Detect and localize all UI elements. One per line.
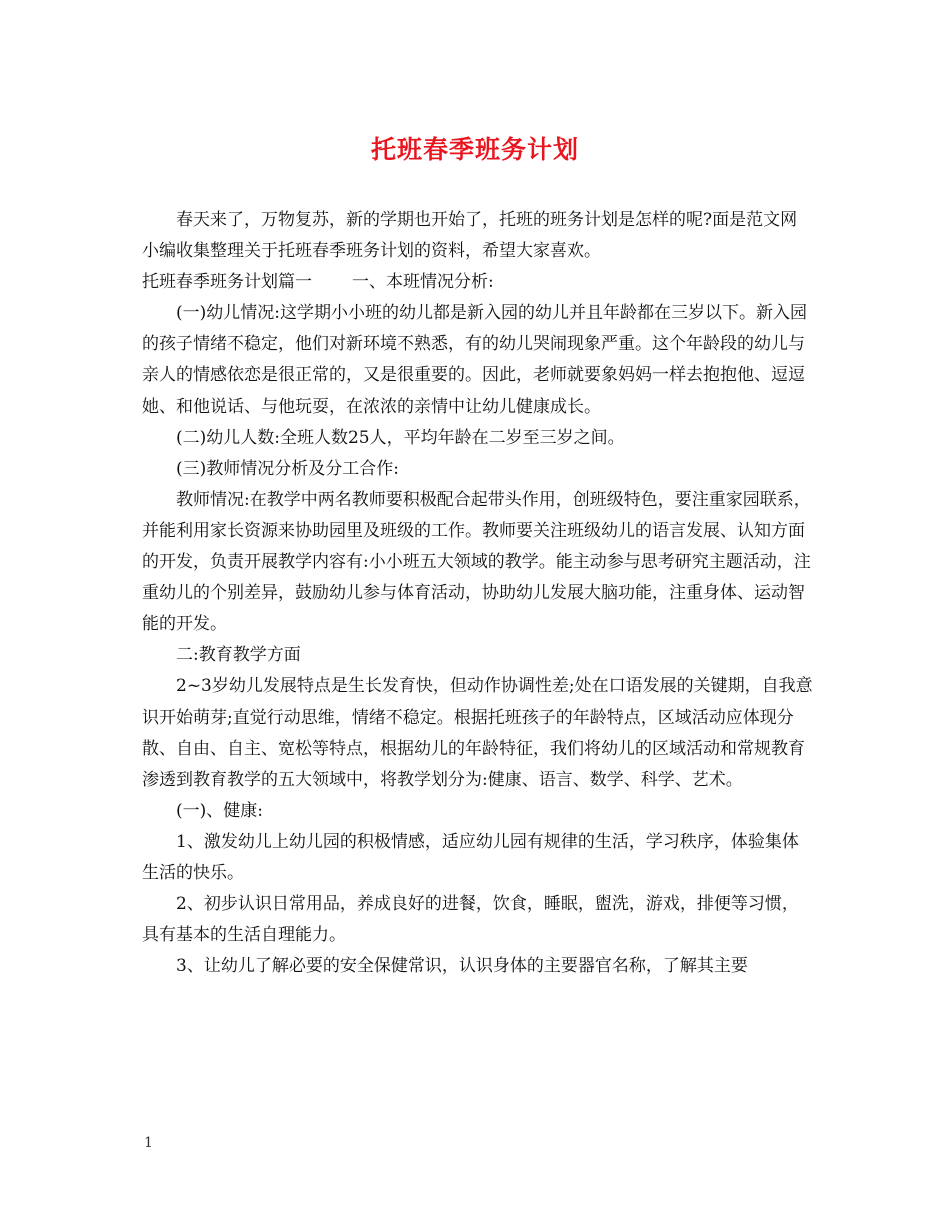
paragraph-health-heading: (一)、健康: — [176, 800, 263, 821]
section-heading-left: 托班春季班务计划篇一 — [142, 272, 312, 293]
paragraph-health-item-3: 3、让幼儿了解必要的安全保健常识，认识身体的主要器官名称，了解其主要 — [176, 956, 748, 977]
paragraph-child-count: (二)幼儿人数:全班人数25人，平均年龄在二岁至三岁之间。 — [176, 427, 625, 448]
section-heading-right: 一、本班情况分析: — [352, 272, 494, 293]
paragraph-teacher-situation: 教师情况:在教学中两名教师要积极配合起带头作用，创班级特色，要注重家园联系，并能利用家长资源来协助园里及班级的工作。教师要关注班级幼儿的语言发展、认知方面的开发，负责开展教学内容有:小小班五大领域的教学。能主动参与思考研究主题活动，注重幼儿的个别差异，鼓励幼儿参与体育活动，协助幼儿发展大脑功能，注重身体、运动智能的开发。 — [142, 489, 811, 635]
document-body — [142, 205, 814, 982]
section-heading-line — [142, 267, 814, 298]
paragraph-education-heading: 二:教育教学方面 — [176, 645, 301, 666]
page-number: 1 — [144, 1135, 153, 1151]
paragraph-child-situation: (一)幼儿情况:这学期小小班的幼儿都是新入园的幼儿并且年龄都在三岁以下。新入园的孩子情绪不稳定，他们对新环境不熟悉，有的幼儿哭闹现象严重。这个年龄段的幼儿与亲人的情感依恋是很正常的，又是很重要的。因此，老师就要象妈妈一样去抱抱他、逗逗她、和他说话、与他玩耍，在浓浓的亲情中让幼儿健康成长。 — [142, 303, 807, 417]
paragraph-health-item-2: 2、初步认识日常用品，养成良好的进餐，饮食，睡眠，盥洗，游戏，排便等习惯，具有基本的生活自理能力。 — [142, 894, 799, 946]
paragraph-health-item-1: 1、激发幼儿上幼儿园的积极情感，适应幼儿园有规律的生活，学习秩序，体验集体生活的快乐。 — [142, 831, 799, 883]
paragraph-teacher-heading: (三)教师情况分析及分工合作: — [176, 458, 399, 479]
intro-paragraph: 春天来了，万物复苏，新的学期也开始了，托班的班务计划是怎样的呢?面是范文网小编收集整理关于托班春季班务计划的资料，希望大家喜欢。 — [142, 210, 798, 262]
paragraph-development: 2~3岁幼儿发展特点是生长发育快，但动作协调性差;处在口语发展的关键期，自我意识开始萌芽;直觉行动思维，情绪不稳定。根据托班孩子的年龄特点，区域活动应体现分散、自由、自主、宽松等特点，根据幼儿的年龄特征，我们将幼儿的区域活动和常规教育渗透到教育教学的五大领域中，将教学划分为:健康、语言、数学、科学、艺术。 — [142, 676, 813, 790]
document-title: 托班春季班务计划 — [370, 135, 579, 164]
